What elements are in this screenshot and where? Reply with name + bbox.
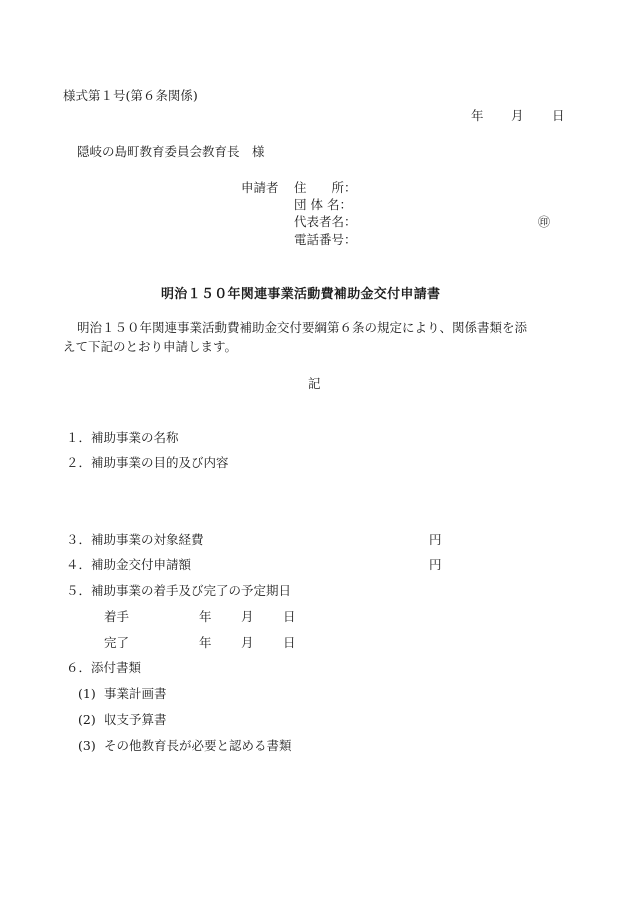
item-4-num: ４． xyxy=(66,557,92,572)
item-4-label: 補助金交付申請額 xyxy=(91,557,192,572)
item-6-label: 添付書類 xyxy=(91,660,142,675)
item-3-unit: 円 xyxy=(429,532,442,547)
addressee: 隠岐の島町教育委員会教育長 様 xyxy=(77,144,265,159)
form-number: 様式第１号(第６条関係) xyxy=(63,88,198,103)
ki-heading: 記 xyxy=(308,376,321,391)
item-1-label: 補助事業の名称 xyxy=(91,430,179,445)
item-5-label: 補助事業の着手及び完了の予定期日 xyxy=(91,583,292,598)
date-day: 日 xyxy=(552,108,565,123)
attachment-2-num: (2) xyxy=(78,712,96,727)
schedule-start-label: 着手 xyxy=(104,609,130,624)
date-month: 月 xyxy=(511,108,524,123)
field-rep-label: 代表者名： xyxy=(294,214,357,229)
item-3-label: 補助事業の対象経費 xyxy=(91,532,204,547)
schedule-start-year: 年 xyxy=(199,609,212,624)
applicant-label: 申請者 xyxy=(241,180,279,195)
attachment-1-num: (1) xyxy=(78,686,96,701)
attachment-3-label: その他教育長が必要と認める書類 xyxy=(104,738,292,753)
schedule-end-year: 年 xyxy=(199,635,212,650)
body-line-1: 明治１５０年関連事業活動費補助金交付要綱第６条の規定により、関係書類を添 xyxy=(77,320,528,335)
schedule-end-day: 日 xyxy=(283,635,296,650)
attachment-3-num: (3) xyxy=(78,738,96,753)
attachment-1-label: 事業計画書 xyxy=(104,686,167,701)
body-line-2: えて下記のとおり申請します。 xyxy=(63,339,238,354)
schedule-end-label: 完了 xyxy=(104,635,130,650)
item-5-num: ５． xyxy=(66,583,92,598)
date-year: 年 xyxy=(471,108,484,123)
item-2-label: 補助事業の目的及び内容 xyxy=(91,455,229,470)
item-1-num: １． xyxy=(66,430,92,445)
item-3-num: ３． xyxy=(66,532,92,547)
field-phone-label: 電話番号： xyxy=(294,232,357,247)
document-title: 明治１５０年関連事業活動費補助金交付申請書 xyxy=(161,287,441,302)
schedule-start-month: 月 xyxy=(241,609,254,624)
attachment-2-label: 収支予算書 xyxy=(104,712,167,727)
item-6-num: ６． xyxy=(66,660,92,675)
seal-mark: ㊞ xyxy=(538,215,551,229)
field-address-label: 住 所： xyxy=(294,180,357,195)
item-2-num: ２． xyxy=(66,455,92,470)
item-4-unit: 円 xyxy=(429,557,442,572)
schedule-end-month: 月 xyxy=(241,635,254,650)
schedule-start-day: 日 xyxy=(283,609,296,624)
field-org-label: 団 体 名： xyxy=(294,197,352,212)
